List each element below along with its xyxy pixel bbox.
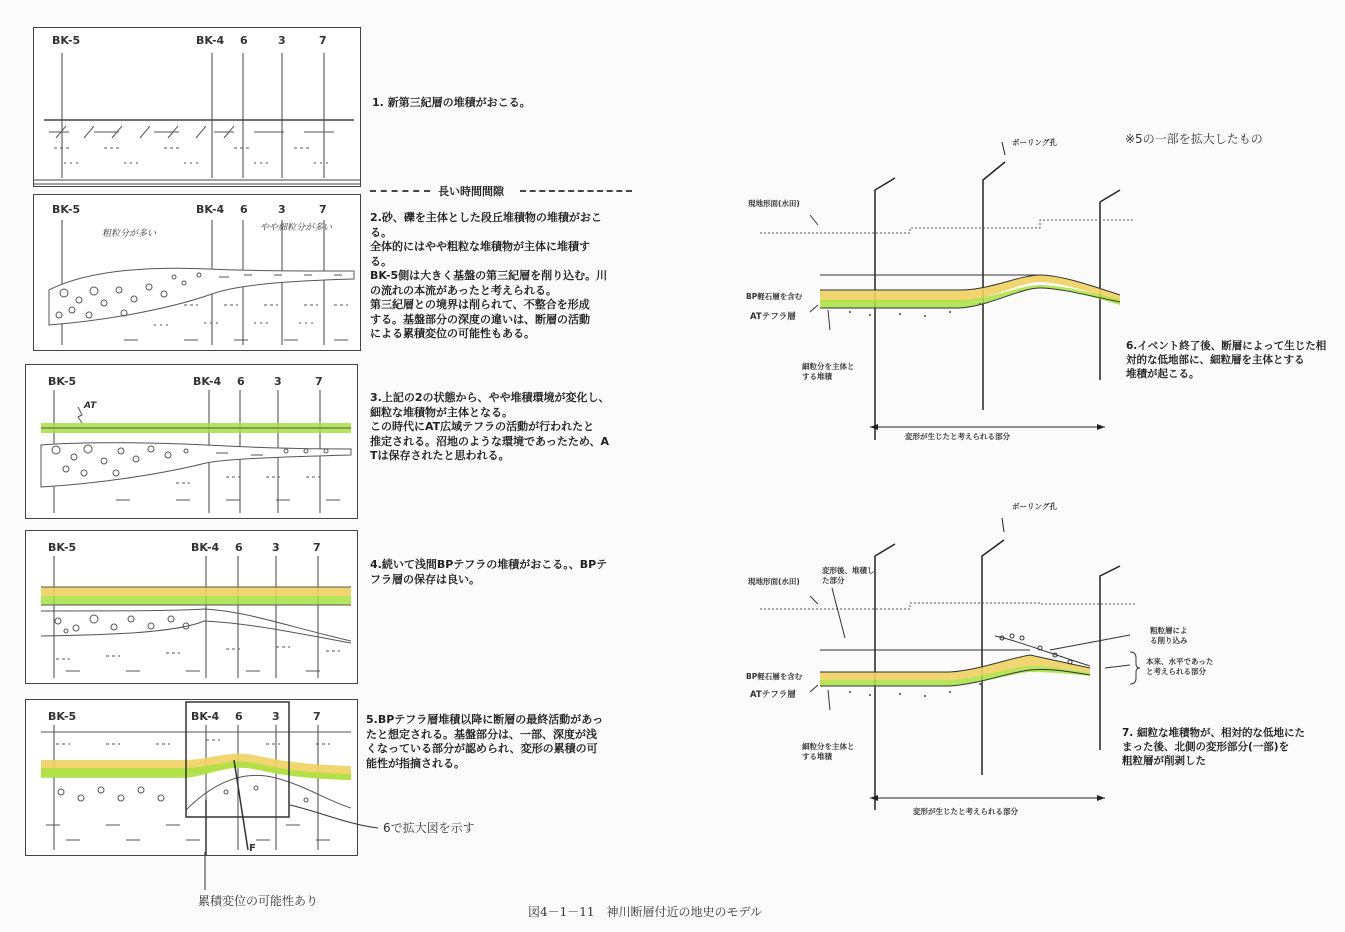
panel-1-label-6: 6 [240, 34, 248, 47]
panel-3-label-bk4: BK-4 [193, 375, 222, 388]
at-annotation: AT [84, 401, 97, 411]
enlarge-callout: 6で拡大図を示す [383, 821, 475, 835]
right-bottom-fine-label: 細粒分を主体と する堆積 [802, 742, 855, 761]
panel-4-description: 4.続いて浅間BPテフラの堆積がおこる。、BPテ フラ層の保存は良い。 [370, 558, 608, 586]
panel-1-label-bk5: BK-5 [52, 34, 81, 47]
panel-1-label-bk4: BK-4 [196, 34, 225, 47]
right-bottom-bp-label: BP軽石層を含む [746, 672, 803, 681]
right-bottom-ground-label: 現地形面(水田) [748, 577, 800, 586]
coarse-annotation: 粗粒分が多い [102, 229, 157, 239]
right-bottom-at-label: ATテフラ層 [750, 690, 796, 700]
panel-3-label-6: 6 [237, 375, 245, 388]
panel-2-label-bk5: BK-5 [52, 203, 81, 216]
right-top-diagram [740, 140, 1240, 440]
panel-5-label-bk4: BK-4 [191, 710, 220, 723]
panel-4-label-7: 7 [313, 541, 321, 554]
cumulative-callout: 累積変位の可能性あり [198, 894, 319, 908]
panel-2-label-6: 6 [240, 203, 248, 216]
right-top-range-label: 変形が生じたと考えられる部分 [905, 432, 1010, 441]
panel-2-description: 2.砂、礫を主体とした段丘堆積物の堆積がおこ る。 全体的にはやや粗粒な堆積物が主体に堆積す る。 BK-5側は大きく基盤の第三紀層を削り込む。川 の流れの本流があったと考えられる。 第三紀層との境界は削られて、不整合を形成 する。基盤部分の深度の違いは、断層の活動 による累積変位の可能性もある。 [370, 211, 608, 340]
right-top-boring-label: ボーリング孔 [1012, 138, 1057, 147]
right-bottom-range-label: 変形が生じたと考えられる部分 [913, 807, 1018, 816]
panel-5-label-6: 6 [235, 710, 243, 723]
right-top-fine-label: 細粒分を主体と する堆積 [802, 362, 855, 381]
right-top-header: ※5の一部を拡大したもの [1125, 132, 1263, 146]
panel-5-label-7: 7 [313, 710, 321, 723]
figure-caption: 図4－1－11 神川断層付近の地史のモデル [528, 905, 762, 919]
panel-1-label-3: 3 [278, 34, 286, 47]
right-top-description: 6.イベント終了後、断層によって生じた相 対的な低地部に、細粒層を主体とする 堆積が起こる。 [1126, 340, 1327, 380]
panel-4-label-3: 3 [272, 541, 280, 554]
panel-5-description: 5.BPテフラ層堆積以降に断層の最終活動があっ たと想定される。基盤部分は、一部、深度が浅 くなっている部分が認められ、変形の累積の可 能性が指摘される。 [366, 713, 604, 770]
panel-3-label-7: 7 [315, 375, 323, 388]
gap-label: 長い時間間隙 [438, 185, 504, 198]
panel-2-label-7: 7 [319, 203, 327, 216]
panel-4-label-bk4: BK-4 [191, 541, 220, 554]
panel-2-label-3: 3 [278, 203, 286, 216]
panel-1-description: 1. 新第三紀層の堆積がおこる。 [372, 96, 531, 109]
right-top-at-label: ATテフラ層 [750, 312, 796, 322]
fault-label: F [249, 843, 256, 854]
right-bottom-description: 7. 細粒な堆積物が、相対的な低地にた まった後、北側の変形部分(一部)を 粗粒層が削剥した [1122, 727, 1305, 767]
panel-1-label-7: 7 [319, 34, 327, 47]
right-bottom-erosion-label: 粗粒層によ る削り込み [1150, 626, 1188, 645]
fine-annotation: やや細粒分が多い [260, 223, 333, 233]
right-top-bp-label: BP軽石層を含む [746, 292, 803, 301]
right-bottom-horizontal-label: 本来、水平であった と考えられる部分 [1146, 657, 1214, 676]
panel-4-label-6: 6 [235, 541, 243, 554]
right-bottom-boring-label: ボーリング孔 [1012, 502, 1057, 511]
panel-3-description: 3.上記の2の状態から、やや堆積環境が変化し、 細粒な堆積物が主体となる。 この時代にAT広域テフラの活動が行われたと 推定される。沼地のような環境であったため、A Tは保存されたと思われる。 [370, 391, 610, 462]
right-bottom-after-label: 変形後、堆積し た部分 [822, 566, 875, 585]
panel-4-label-bk5: BK-5 [48, 541, 77, 554]
right-top-ground-label: 現地形面(水田) [748, 199, 800, 208]
panel-3-label-bk5: BK-5 [48, 375, 77, 388]
panel-3-label-3: 3 [274, 375, 282, 388]
panel-5-label-bk5: BK-5 [48, 710, 77, 723]
panel-5-label-3: 3 [272, 710, 280, 723]
panel-2-label-bk4: BK-4 [196, 203, 225, 216]
